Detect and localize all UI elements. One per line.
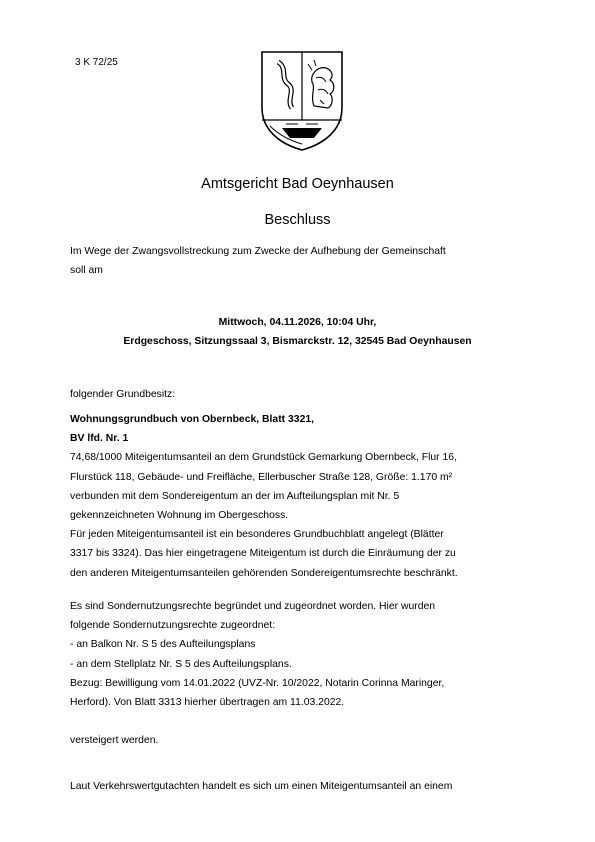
property-block [70,410,458,583]
case-number: 3 K 72/25 [75,57,118,68]
description-line: 74,68/1000 Miteigentumsanteil an dem Grundstück Gemarkung Obernbeck, Flur 16, [70,452,457,464]
property-intro: folgender Grundbesitz: [70,389,176,400]
description-line: Für jeden Miteigentumsanteil ist ein besonderes Grundbuchblatt angelegt (Blätter [70,529,444,541]
special-rights-line: folgende Sondernutzungsrechte zugeordnet: [70,620,276,632]
description-line: den anderen Miteigentumsanteilen gehörenden Sondereigentumsrechte beschränkt. [70,567,458,579]
special-rights-line: - an Balkon Nr. S 5 des Aufteilungsplans [70,639,256,651]
coat-of-arms-emblem [258,48,346,152]
description-line: Flurstück 118, Gebäude- und Freifläche, Ellerbuscher Straße 128, Größe: 1.170 m² [70,471,453,483]
special-rights-line: Es sind Sondernutzungsrechte begründet und zugeordnet worden. Hier wurden [70,601,436,612]
intro-line: soll am [70,265,103,276]
appointment-location: Erdgeschoss, Sitzungssaal 3, Bismarckstr. 12, 32545 Bad Oeynhausen [123,336,472,347]
description-line: gekennzeichneten Wohnung im Obergeschoss. [70,510,289,522]
special-rights-line: - an dem Stellplatz Nr. S 5 des Aufteilungsplans. [70,658,292,670]
footer-paragraph: Laut Verkehrswertgutachten handelt es sich um einen Miteigentumsanteil an einem [70,781,453,792]
special-rights-block [70,597,444,712]
description-line: 3317 bis 3324). Das hier eingetragene Miteigentum ist durch die Einräumung der zu [70,548,456,560]
special-rights-line: Herford). Von Blatt 3313 hierher übertragen am 11.03.2022. [70,697,345,709]
court-name: Amtsgericht Bad Oeynhausen [201,176,394,192]
register-entry: BV lfd. Nr. 1 [70,433,129,445]
description-line: verbunden mit dem Sondereigentum an der im Aufteilungsplan mit Nr. 5 [70,490,400,502]
document-title: Beschluss [264,212,331,228]
land-register: Wohnungsgrundbuch von Obernbeck, Blatt 3321, [70,414,315,425]
intro-paragraph [70,242,446,280]
intro-line: Im Wege der Zwangsvollstreckung zum Zwecke der Aufhebung der Gemeinschaft [70,246,446,257]
special-rights-line: Bezug: Bewilligung vom 14.01.2022 (UVZ-Nr. 10/2022, Notarin Corinna Maringer, [70,677,445,689]
closing-text: versteigert werden. [70,735,159,746]
appointment-datetime: Mittwoch, 04.11.2026, 10:04 Uhr, [218,317,377,328]
